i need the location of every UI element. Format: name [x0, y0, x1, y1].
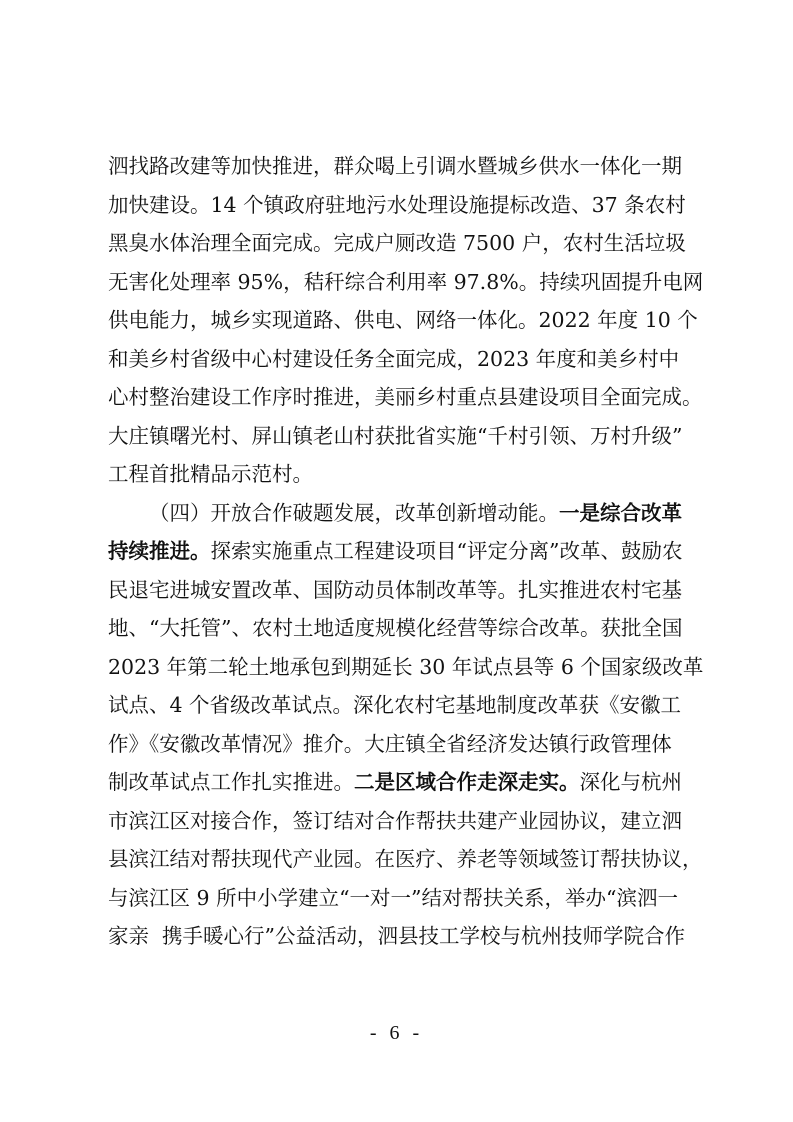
- text-line: 家亲 携手暖心行”公益活动，泗县技工学校与杭州技师学院合作: [108, 924, 686, 948]
- text-line: [108, 532, 710, 571]
- text-line: 2023 年第二轮土地承包到期延长 30 年试点县等 6 个国家级改革: [108, 654, 704, 679]
- text-line: 工程首批精品示范村。: [108, 462, 313, 486]
- section-heading-line: [108, 494, 710, 533]
- text-line: 和美乡村省级中心村建设任务全面完成，2023 年度和美乡村中: [108, 346, 680, 371]
- text-line: 县滨江结对帮扶现代产业园。在医疗、养老等领域签订帮扶协议，: [108, 847, 703, 871]
- text-span: 制改革试点工作扎实推进。: [108, 770, 354, 794]
- text-line: 黑臭水体治理全面完成。完成户厕改造 7500 户，农村生活垃圾: [108, 231, 686, 255]
- text-span: 探索实施重点工程建设项目“评定分离”改革、鼓励农: [210, 539, 683, 563]
- section-heading: （四）开放合作破题发展，改革创新增动能。: [149, 500, 559, 525]
- text-line: 心村整治建设工作序时推进，美丽乡村重点县建设项目全面完成。: [108, 385, 703, 409]
- body-text: [108, 147, 710, 956]
- text-line: 大庄镇曙光村、屏山镇老山村获批省实施“千村引领、万村升级”: [108, 423, 683, 448]
- text-line: 与滨江区 9 所中小学建立“一对一”结对帮扶关系，举办“滨泗一: [108, 885, 679, 910]
- text-line: 市滨江区对接合作，签订结对合作帮扶共建产业园协议，建立泗: [108, 808, 682, 833]
- text-line: 作》《安徽改革情况》推介。大庄镇全省经济发达镇行政管理体: [108, 731, 672, 756]
- text-span: 深化与杭州: [579, 770, 682, 794]
- text-line: 地、“大托管”、农村土地适度规模化经营等综合改革。获批全国: [108, 616, 683, 640]
- bold-point-one: 一是综合改革: [559, 500, 682, 525]
- text-line: 无害化处理率 95%，秸秆综合利用率 97.8%。持续巩固提升电网: [108, 269, 704, 294]
- text-line: 供电能力，城乡实现道路、供电、网络一体化。2022 年度 10 个: [108, 308, 698, 332]
- page-number: - 6 -: [369, 1022, 424, 1044]
- text-line: 加快建设。14 个镇政府驻地污水处理设施提标改造、37 条农村: [108, 192, 686, 217]
- bold-point-one-cont: 持续推进。: [108, 539, 211, 563]
- text-line: [108, 763, 710, 802]
- bold-point-two: 二是区域合作走深走实。: [354, 770, 580, 794]
- text-line: 试点、4 个省级改革试点。深化农村宅基地制度改革获《安徽工: [108, 693, 682, 717]
- text-line: 泗找路改建等加快推进，群众喝上引调水暨城乡供水一体化一期: [108, 154, 682, 178]
- text-line: 民退宅进城安置改革、国防动员体制改革等。扎实推进农村宅基: [108, 577, 682, 602]
